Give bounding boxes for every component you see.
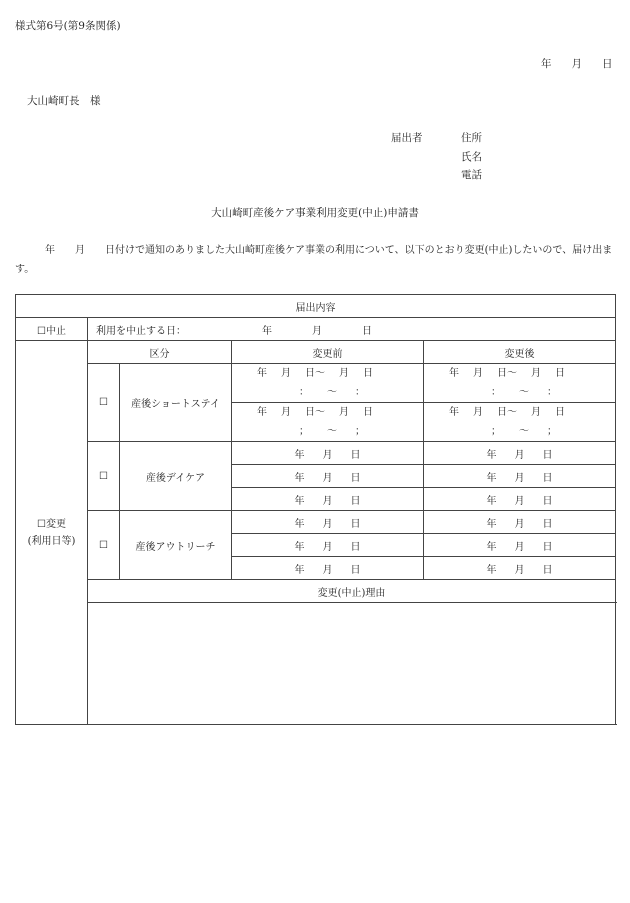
outreach-before-3[interactable]: 年 月 日 bbox=[232, 557, 424, 580]
cancel-day: 日 bbox=[362, 325, 372, 337]
day-care-label: 産後デイケア bbox=[120, 442, 232, 511]
reason-text-area[interactable] bbox=[88, 603, 616, 725]
outreach-after-2[interactable]: 年 月 日 bbox=[424, 534, 616, 557]
body-text-line-1: 年 月 日付けで通知のありました大山崎町産後ケア事業の利用について、以下のとおり変更(中止)したいので、届け出ま bbox=[45, 245, 613, 256]
day-care-after-2[interactable]: 年 月 日 bbox=[424, 465, 616, 488]
outreach-before-2[interactable]: 年 月 日 bbox=[232, 534, 424, 557]
change-sublabel: (利用日等) bbox=[27, 535, 76, 547]
outreach-checkbox[interactable]: ☐ bbox=[88, 511, 120, 580]
applicant-address-label: 住所 bbox=[461, 132, 482, 144]
cancel-checkbox-label[interactable]: ☐中止 bbox=[16, 318, 88, 341]
date-line bbox=[541, 56, 613, 71]
short-stay-before-2[interactable]: 年 月 日～ 月 日 ； ～ ； bbox=[232, 403, 424, 442]
change-section-label[interactable] bbox=[16, 341, 88, 725]
reason-header: 変更(中止)理由 bbox=[88, 580, 616, 603]
short-stay-label: 産後ショートステイ bbox=[120, 364, 232, 442]
applicant-label: 届出者 bbox=[391, 132, 423, 144]
col-header-before: 変更前 bbox=[232, 341, 424, 364]
cancel-date-label: 利用を中止する日： bbox=[96, 325, 186, 337]
body-text-line-2: す。 bbox=[15, 264, 35, 275]
form-number: 様式第6号(第9条関係) bbox=[15, 20, 121, 32]
short-stay-before-1[interactable]: 年 月 日～ 月 日 ： ～ ： bbox=[232, 364, 424, 403]
short-stay-checkbox[interactable]: ☐ bbox=[88, 364, 120, 442]
day-care-after-1[interactable]: 年 月 日 bbox=[424, 442, 616, 465]
date-year: 年 bbox=[541, 58, 552, 70]
day-care-after-3[interactable]: 年 月 日 bbox=[424, 488, 616, 511]
day-care-before-1[interactable]: 年 月 日 bbox=[232, 442, 424, 465]
col-header-kubun: 区分 bbox=[88, 341, 232, 364]
date-month: 月 bbox=[571, 58, 582, 70]
col-header-after: 変更後 bbox=[424, 341, 616, 364]
change-checkbox-label: ☐変更 bbox=[37, 518, 66, 530]
application-table bbox=[15, 294, 616, 725]
cancel-month: 月 bbox=[312, 325, 322, 337]
outreach-after-3[interactable]: 年 月 日 bbox=[424, 557, 616, 580]
day-care-before-2[interactable]: 年 月 日 bbox=[232, 465, 424, 488]
outreach-before-1[interactable]: 年 月 日 bbox=[232, 511, 424, 534]
applicant-phone-label: 電話 bbox=[461, 169, 482, 181]
cancel-date-row bbox=[88, 318, 616, 341]
day-care-before-3[interactable]: 年 月 日 bbox=[232, 488, 424, 511]
date-day: 日 bbox=[602, 58, 613, 70]
short-stay-after-1[interactable]: 年 月 日～ 月 日 ： ～ ： bbox=[424, 364, 616, 403]
short-stay-after-2[interactable]: 年 月 日～ 月 日 ； ～ ； bbox=[424, 403, 616, 442]
table-header: 届出内容 bbox=[16, 295, 616, 318]
document-title: 大山崎町産後ケア事業利用変更(中止)申請書 bbox=[211, 207, 419, 219]
outreach-after-1[interactable]: 年 月 日 bbox=[424, 511, 616, 534]
day-care-checkbox[interactable]: ☐ bbox=[88, 442, 120, 511]
addressee: 大山崎町長 様 bbox=[27, 95, 101, 107]
applicant-name-label: 氏名 bbox=[461, 151, 482, 163]
cancel-year: 年 bbox=[262, 325, 272, 337]
outreach-label: 産後アウトリーチ bbox=[120, 511, 232, 580]
